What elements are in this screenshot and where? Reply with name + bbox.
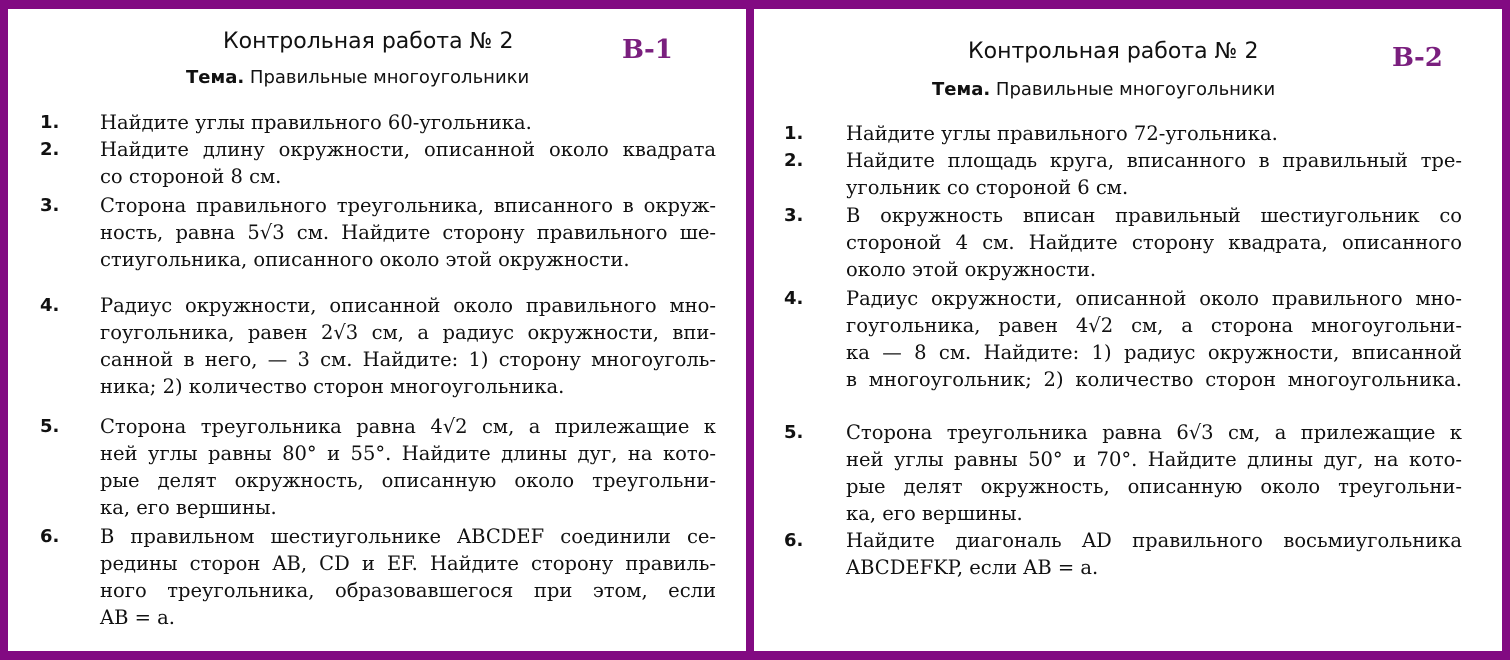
test-title: Контрольная работа № 2: [223, 29, 514, 54]
task-number: 4.: [784, 288, 804, 309]
task-line: Найдите углы правильного 60-угольника.: [100, 111, 532, 134]
task-number: 2.: [40, 139, 60, 160]
task-line: ного треугольника, образовавшегося при этом, если: [100, 579, 716, 602]
task-line: в многоугольник; 2) количество сторон многоугольника.: [846, 368, 1462, 391]
task-line: со стороной 8 см.: [100, 165, 282, 188]
variant-2-sheet: [754, 9, 1502, 651]
task-line: стиугольника, описанного около этой окружности.: [100, 248, 630, 271]
task-line: ней углы равны 50° и 70°. Найдите длины дуг, на кото-: [846, 448, 1462, 471]
task-line: ABCDEFKP, если AB = a.: [846, 556, 1099, 579]
variant-1-sheet: [8, 9, 746, 651]
task-line: редины сторон AB, CD и EF. Найдите сторону правиль-: [100, 552, 716, 575]
task-line: Сторона правильного треугольника, вписанного в окруж-: [100, 194, 716, 217]
task-number: 3.: [784, 205, 804, 226]
task-line: Найдите диагональ AD правильного восьмиугольника: [846, 529, 1462, 552]
column-divider: [746, 9, 754, 651]
task-line: угольник со стороной 6 см.: [846, 176, 1129, 199]
task-number: 5.: [40, 416, 60, 437]
task-line: гоугольника, равен 4√2 см, а сторона многоугольни-: [846, 314, 1462, 337]
task-line: санной в него, — 3 см. Найдите: 1) сторону многоуголь-: [100, 348, 716, 371]
variant-label: В-1: [622, 35, 673, 65]
topic-line: [186, 67, 529, 88]
topic-text: Правильные многоугольники: [995, 79, 1276, 100]
task-line: Сторона треугольника равна 6√3 см, а прилежащие к: [846, 421, 1462, 444]
task-number: 4.: [40, 295, 60, 316]
test-title: Контрольная работа № 2: [968, 39, 1259, 64]
topic-text: Правильные многоугольники: [249, 67, 530, 88]
variant-label: В-2: [1392, 43, 1443, 73]
task-line: около этой окружности.: [846, 258, 1097, 281]
task-line: стороной 4 см. Найдите сторону квадрата, описанного: [846, 231, 1462, 254]
topic-label: Тема.: [186, 67, 245, 88]
task-line: ника; 2) количество сторон многоугольника.: [100, 375, 565, 398]
task-number: 2.: [784, 150, 804, 171]
task-line: ность, равна 5√3 см. Найдите сторону правильного ше-: [100, 221, 716, 244]
task-line: Радиус окружности, описанной около правильного мно-: [100, 294, 716, 317]
task-line: ка, его вершины.: [100, 496, 277, 519]
task-line: В окружность вписан правильный шестиугольник со: [846, 204, 1462, 227]
task-line: рые делят окружность, описанную около треугольни-: [100, 469, 716, 492]
task-line: В правильном шестиугольнике ABCDEF соединили се-: [100, 525, 716, 548]
task-line: ка — 8 см. Найдите: 1) радиус окружности, вписанной: [846, 341, 1462, 364]
task-line: Сторона треугольника равна 4√2 см, а прилежащие к: [100, 415, 716, 438]
task-line: Найдите длину окружности, описанной около квадрата: [100, 138, 716, 161]
task-number: 3.: [40, 195, 60, 216]
task-number: 6.: [40, 526, 60, 547]
task-line: AB = a.: [100, 606, 175, 629]
task-number: 1.: [40, 112, 60, 133]
task-line: Радиус окружности, описанной около правильного мно-: [846, 287, 1462, 310]
task-line: гоугольника, равен 2√3 см, а радиус окружности, впи-: [100, 321, 716, 344]
task-line: ка, его вершины.: [846, 502, 1023, 525]
task-line: Найдите площадь круга, вписанного в правильный тре-: [846, 149, 1462, 172]
task-number: 5.: [784, 422, 804, 443]
topic-line: [932, 79, 1275, 100]
task-number: 1.: [784, 123, 804, 144]
task-line: ней углы равны 80° и 55°. Найдите длины дуг, на кото-: [100, 442, 716, 465]
task-number: 6.: [784, 530, 804, 551]
task-line: рые делят окружность, описанную около треугольни-: [846, 475, 1462, 498]
topic-label: Тема.: [932, 79, 991, 100]
task-line: Найдите углы правильного 72-угольника.: [846, 122, 1278, 145]
